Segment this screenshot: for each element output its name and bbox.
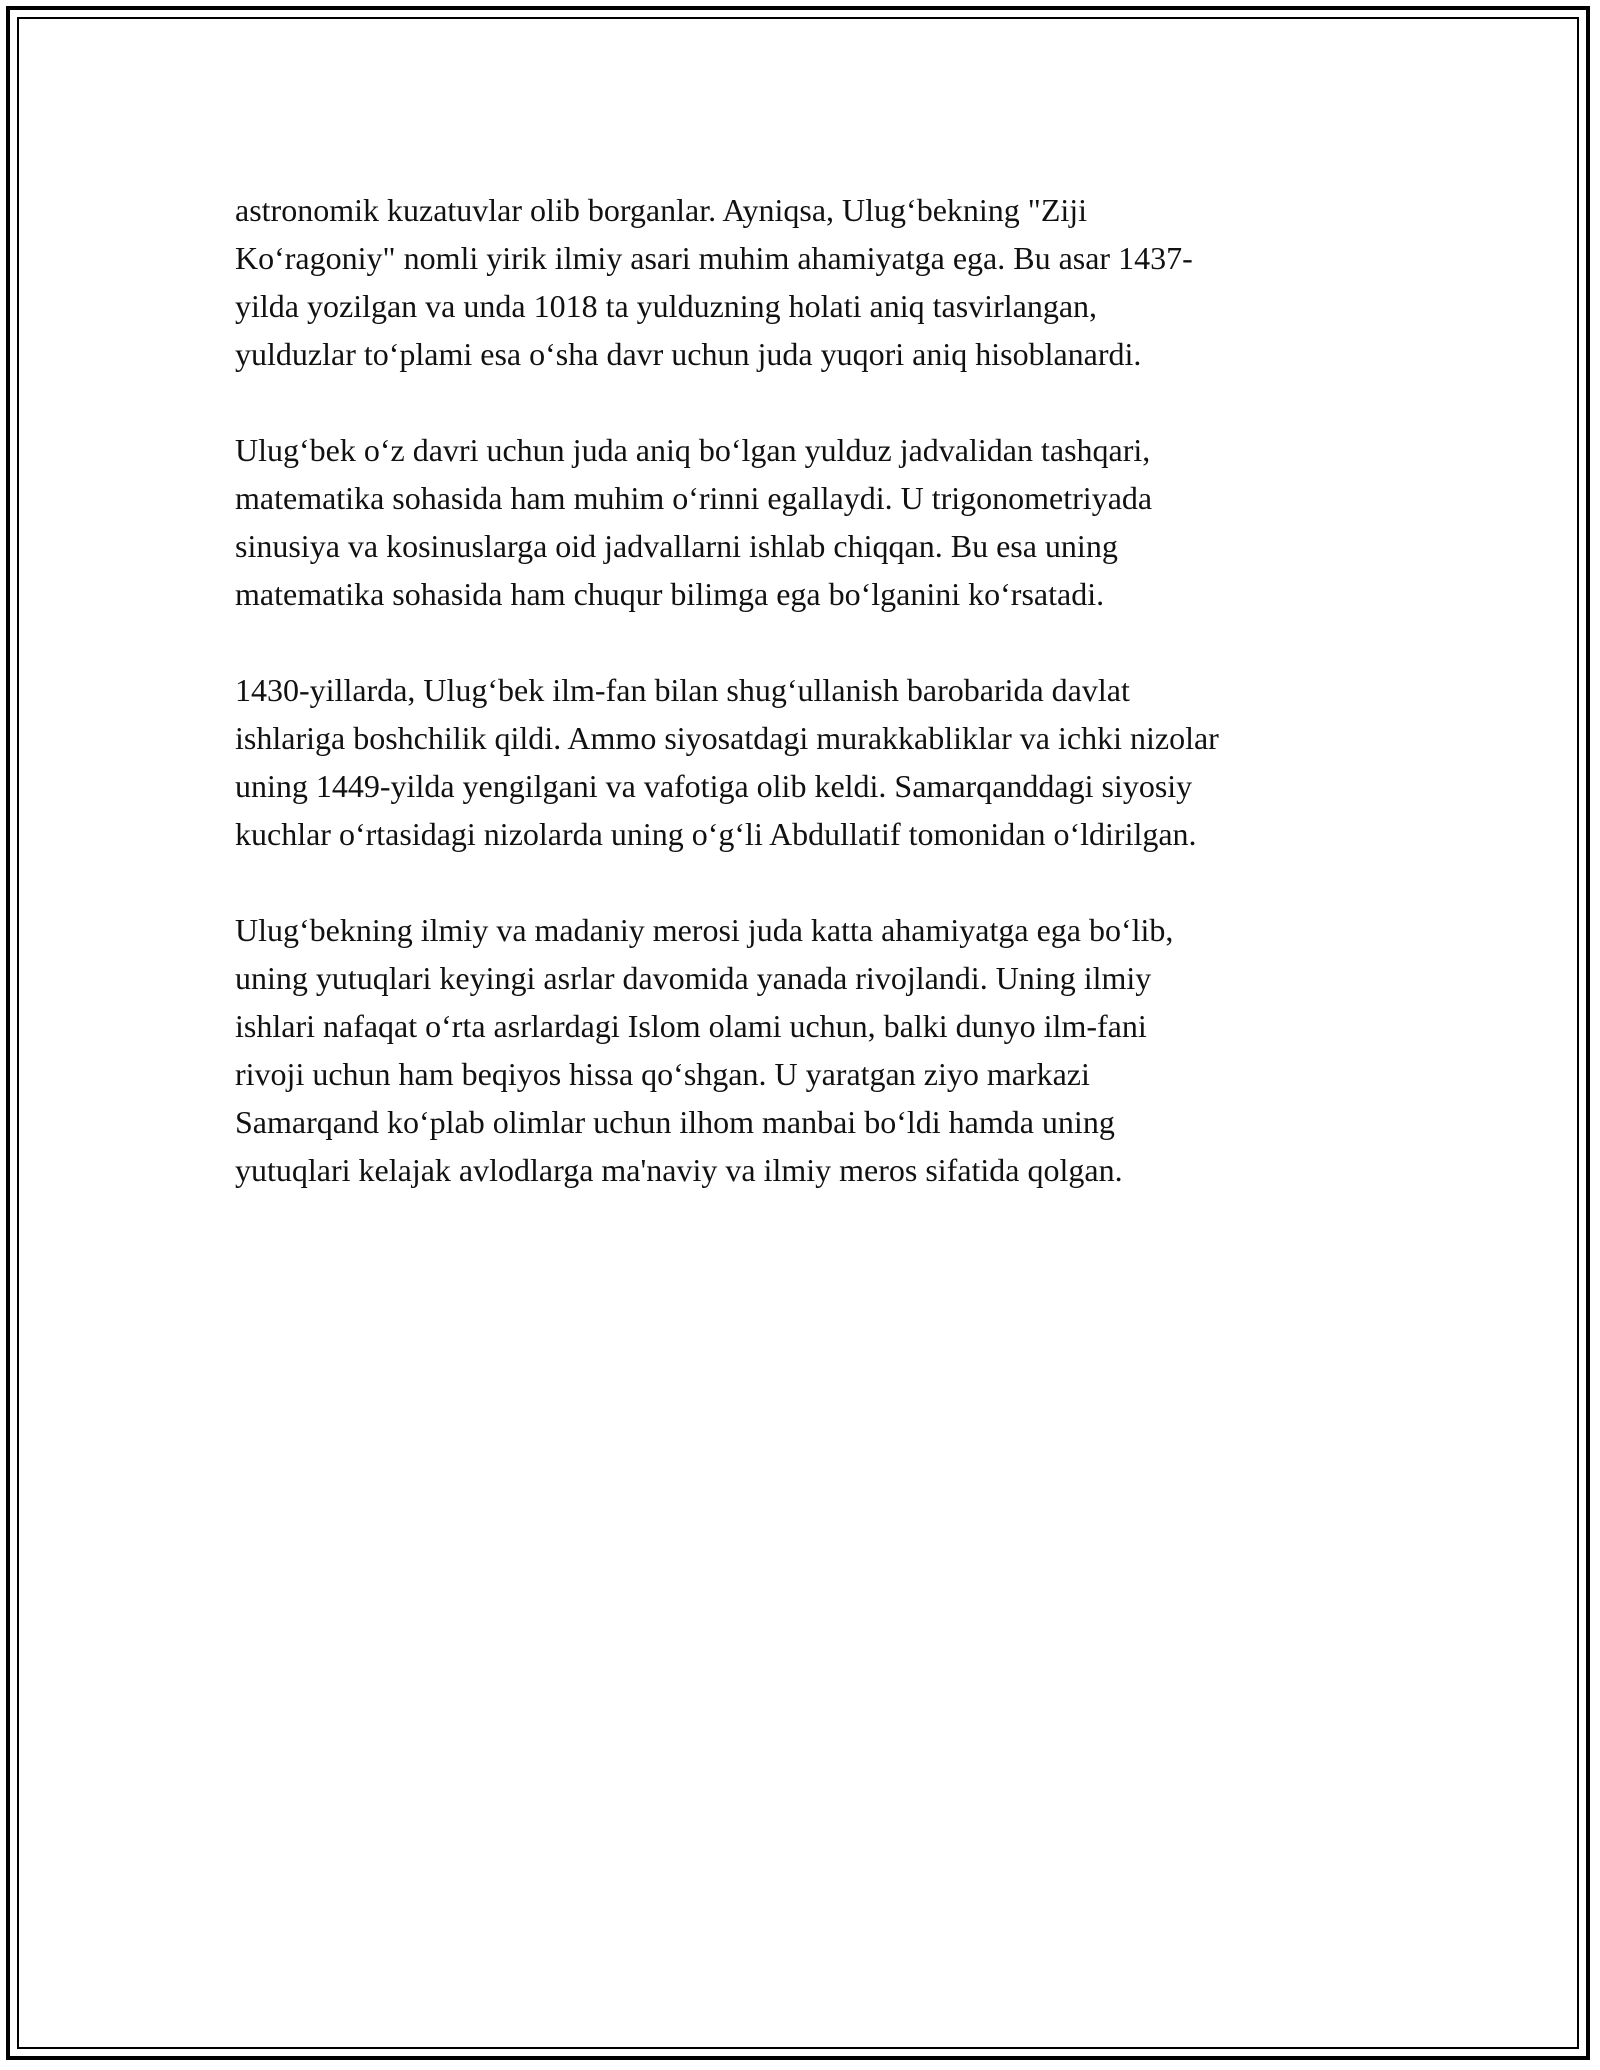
document-body [235,186,1385,1242]
text-line: Ulug‘bekning ilmiy va madaniy merosi juda katta ahamiyatga ega bo‘lib, [235,912,1174,948]
text-line: ishlariga boshchilik qildi. Ammo siyosatdagi murakkabliklar va ichki nizolar [235,720,1219,756]
text-line: rivoji uchun ham beqiyos hissa qo‘shgan. U yaratgan ziyo markazi [235,1056,1090,1092]
text-line: 1430-yillarda, Ulug‘bek ilm-fan bilan shug‘ullanish barobarida davlat [235,672,1130,708]
text-line: Ko‘ragoniy" nomli yirik ilmiy asari muhim ahamiyatga ega. Bu asar 1437- [235,240,1193,276]
text-line: matematika sohasida ham muhim o‘rinni egallaydi. U trigonometriyada [235,480,1153,516]
text-line: Samarqand ko‘plab olimlar uchun ilhom manbai bo‘ldi hamda uning [235,1104,1115,1140]
paragraph-3 [235,666,1385,858]
paragraph-2 [235,426,1385,618]
text-line: yutuqlari kelajak avlodlarga ma'naviy va ilmiy meros sifatida qolgan. [235,1152,1123,1188]
text-line: sinusiya va kosinuslarga oid jadvallarni ishlab chiqqan. Bu esa uning [235,528,1118,564]
text-line: kuchlar o‘rtasidagi nizolarda uning o‘g‘li Abdullatif tomonidan o‘ldirilgan. [235,816,1197,852]
text-line: ishlari nafaqat o‘rta asrlardagi Islom olami uchun, balki dunyo ilm-fani [235,1008,1147,1044]
text-line: matematika sohasida ham chuqur bilimga ega bo‘lganini ko‘rsatadi. [235,576,1105,612]
text-line: uning 1449-yilda yengilgani va vafotiga olib keldi. Samarqanddagi siyosiy [235,768,1193,804]
text-line: astronomik kuzatuvlar olib borganlar. Ayniqsa, Ulug‘bekning "Ziji [235,192,1088,228]
text-line: Ulug‘bek o‘z davri uchun juda aniq bo‘lgan yulduz jadvalidan tashqari, [235,432,1151,468]
paragraph-4 [235,906,1385,1194]
paragraph-1 [235,186,1385,378]
text-line: yulduzlar to‘plami esa o‘sha davr uchun juda yuqori aniq hisoblanardi. [235,336,1142,372]
text-line: uning yutuqlari keyingi asrlar davomida yanada rivojlandi. Uning ilmiy [235,960,1152,996]
text-line: yilda yozilgan va unda 1018 ta yulduzning holati aniq tasvirlangan, [235,288,1098,324]
